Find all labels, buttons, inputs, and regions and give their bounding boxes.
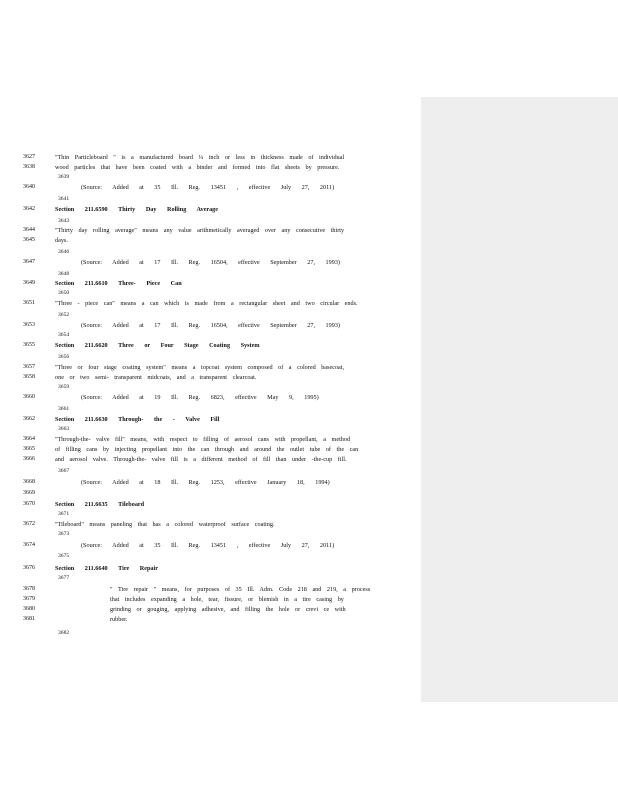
line-text: 3667 [58,468,70,474]
line-text: "Three or four stage coating system" means a topcoat system composed of a colored basecoat, [55,364,345,371]
line-number: 3655 [23,342,35,348]
document-line [0,552,421,561]
line-text: of filling cans by injecting propellant into the can through and around the outlet tube of the can [55,446,359,453]
document-line [0,279,421,288]
line-number: 3679 [23,596,35,602]
document-line [0,615,421,624]
line-text: 3675 [58,553,70,559]
document-line [0,478,421,487]
line-number: 3665 [23,446,35,452]
document-line [0,299,421,308]
document-line [0,415,421,424]
line-number: 3640 [23,184,35,190]
line-number: 3662 [23,416,35,422]
document-line [0,341,421,350]
line-text: 3663 [58,426,70,432]
line-number: 3668 [23,479,35,485]
document-line [0,425,421,434]
line-text: 3646 [58,249,70,255]
line-text: Section 211.6630 Through- the - Valve Fill [55,416,220,423]
line-number: 3647 [23,259,35,265]
document-line [0,195,421,204]
line-text: Section 211.6640 Tire Repair [55,565,158,572]
line-number: 3627 [23,154,35,160]
document-line [0,541,421,550]
line-text: 3677 [58,575,70,581]
document-line [0,183,421,192]
line-text: 3661 [58,406,70,412]
document-line [0,489,421,498]
line-text: 3682 [58,630,70,636]
line-text: 3654 [58,332,70,338]
line-text: 3652 [58,312,70,318]
document-line [0,530,421,539]
document-line [0,331,421,340]
line-text: 3673 [58,531,70,537]
line-text: wood particles that have been coated with a binder and formed into flat sheets by pressure. [55,164,340,171]
line-text: 3643 [58,218,70,224]
document-line [0,520,421,529]
document-line [0,564,421,573]
document-line [0,226,421,235]
document-line [0,321,421,330]
line-number: 3664 [23,436,35,442]
document-line [0,595,421,604]
line-text: rubber. [110,616,128,623]
line-number: 3681 [23,616,35,622]
line-number: 3653 [23,322,35,328]
document-line [0,153,421,162]
line-number: 3644 [23,227,35,233]
line-text: and aerosol valve. Through-the- valve fill is a different method of fill than under -the-cup fill. [55,456,347,463]
line-text: 3671 [58,511,70,517]
document-line [0,585,421,594]
line-text: "Through-the- valve fill" means, with respect to filling of aerosol cans with propellant, a method [55,436,351,443]
line-number: 3638 [23,164,35,170]
line-text: (Source: Added at 35 Ill. Reg. 13451 , effective July 27, 2011) [81,184,335,191]
document-line [0,373,421,382]
document-line [0,393,421,402]
line-text: "Thin Particleboard " is a manufactured board ¼ inch or less in thickness made of individual [55,154,345,161]
line-text: "Three - piece can" means a can which is made from a rectangular sheet and two circular ends. [55,300,358,307]
document-line [0,258,421,267]
line-text: 3650 [58,290,70,296]
line-text: (Source: Added at 19 Ill. Reg. 6823, effective May 9, 1995) [81,394,319,401]
document-line [0,270,421,279]
document-line [0,574,421,583]
line-text: (Source: Added at 17 Ill. Reg. 16504, effective September 27, 1993) [81,259,340,266]
line-text: Section 211.6610 Three- Piece Can [55,280,182,287]
document-line [0,236,421,245]
line-text: (Source: Added at 18 Ill. Reg. 1253, effective January 18, 1994) [81,479,330,486]
document-line [0,163,421,172]
line-text: 3656 [58,354,70,360]
document-line [0,455,421,464]
line-number: 3649 [23,280,35,286]
line-number: 3657 [23,364,35,370]
line-number: 3674 [23,542,35,548]
document-line [0,629,421,638]
line-text: Section 211.6635 Tileboard [55,501,145,508]
line-text: 3641 [58,196,70,202]
document-line [0,205,421,214]
line-number: 3645 [23,237,35,243]
line-number: 3669 [23,490,35,496]
line-text: that includes expanding a hole, tear, fissure, or blemish in a tire casing by [110,596,344,603]
comment-pane [421,97,618,702]
line-number: 3660 [23,394,35,400]
line-text: grinding or gouging, applying adhesive, and filling the hole or crevi ce with [110,606,346,613]
line-number: 3678 [23,586,35,592]
document-line [0,435,421,444]
line-number: 3676 [23,565,35,571]
line-text: 3659 [58,384,70,390]
document-line [0,467,421,476]
line-text: " Tire repair " means, for purposes of 35 Ill. Adm. Code 218 and 219, a process [110,586,371,593]
document-line [0,605,421,614]
line-number: 3672 [23,521,35,527]
line-number: 3666 [23,456,35,462]
document-line [0,510,421,519]
line-number: 3642 [23,206,35,212]
line-text: one or two semi- transparent midcoats, and a transparent clearcoat. [55,374,257,381]
document-line [0,173,421,182]
document-line [0,289,421,298]
line-text: days. [55,237,68,244]
line-number: 3651 [23,300,35,306]
document-line [0,405,421,414]
line-text: "Tileboard" means paneling that has a colored waterproof surface coating. [55,521,275,528]
document-line [0,353,421,362]
line-text: (Source: Added at 35 Ill. Reg. 13451 , effective July 27, 2011) [81,542,335,549]
document-line [0,383,421,392]
document-line [0,363,421,372]
document-line [0,217,421,226]
line-text: (Source: Added at 17 Ill. Reg. 16504, effective September 27, 1993) [81,322,340,329]
line-text: "Thirty day rolling average" means any value arithmetically averaged over any consecutive thirty [55,227,345,234]
line-number: 3680 [23,606,35,612]
line-number: 3670 [23,501,35,507]
document-line [0,311,421,320]
line-text: 3639 [58,174,70,180]
document-line [0,445,421,454]
line-number: 3658 [23,374,35,380]
document-line [0,500,421,509]
line-text: 3648 [58,271,70,277]
document-line [0,248,421,257]
line-text: Section 211.6590 Thirty Day Rolling Average [55,206,219,213]
line-text: Section 211.6620 Three or Four Stage Coating System [55,342,260,349]
